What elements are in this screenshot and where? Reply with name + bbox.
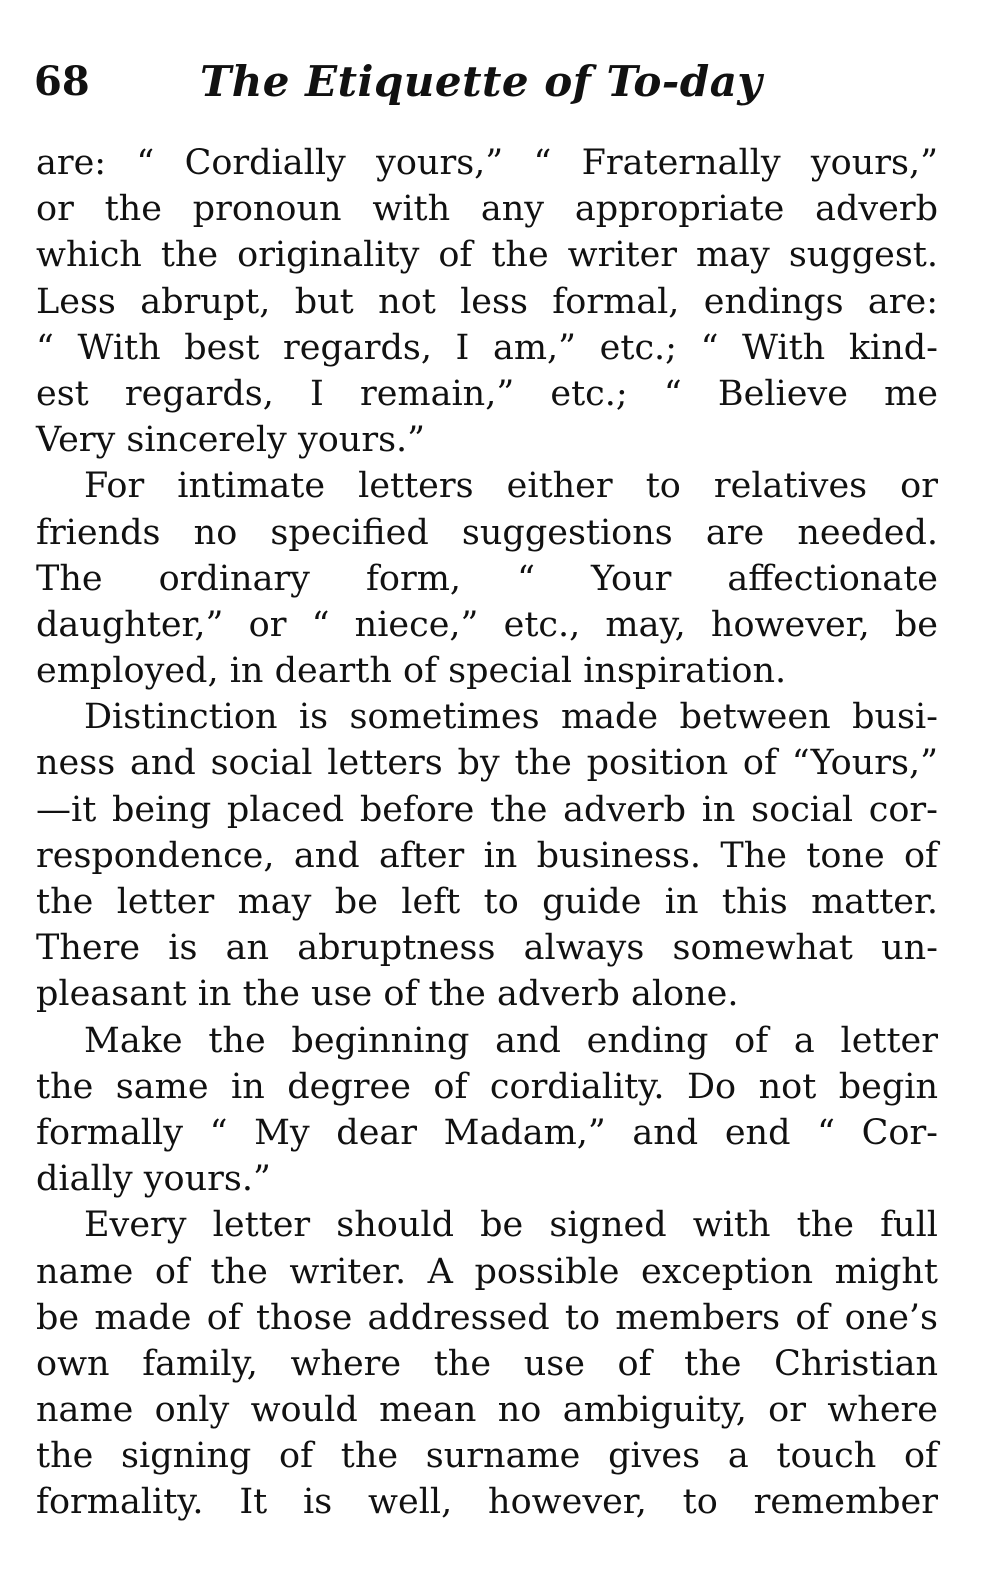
text-line: The ordinary form, “ Your affectionate xyxy=(36,558,938,599)
text-line: For intimate letters either to relatives or xyxy=(84,466,938,507)
text-line: Very sincerely yours.” xyxy=(36,420,426,461)
paragraph xyxy=(36,1202,938,1525)
text-line: be made of those addressed to members of one’s xyxy=(36,1297,938,1338)
page-header xyxy=(34,52,934,112)
text-line: respondence, and after in business. The tone of xyxy=(36,835,938,876)
text-line: own family, where the use of the Christian xyxy=(36,1343,938,1384)
text-line: friends no specified suggestions are needed. xyxy=(36,512,938,553)
text-line: are: “ Cordially yours,” “ Fraternally yours,” xyxy=(36,143,938,183)
text-line: daughter,” or “ niece,” etc., may, however, be xyxy=(36,604,938,645)
text-line: or the pronoun with any appropriate adverb xyxy=(36,189,938,230)
paragraph xyxy=(36,140,938,463)
running-title: The Etiquette of To-day xyxy=(200,57,763,106)
body-text xyxy=(36,140,938,1526)
paragraph xyxy=(36,463,938,694)
text-line: which the originality of the writer may suggest. xyxy=(36,235,938,276)
text-line: name of the writer. A possible exception might xyxy=(36,1251,938,1292)
text-line: ness and social letters by the position of “Yours,” xyxy=(36,743,938,784)
text-line: the signing of the surname gives a touch of xyxy=(36,1436,938,1477)
paragraph xyxy=(36,694,938,1017)
text-line: —it being placed before the adverb in social cor- xyxy=(36,789,938,830)
text-line: Make the beginning and ending of a letter xyxy=(84,1020,938,1061)
text-line: name only would mean no ambiguity, or where xyxy=(36,1390,938,1431)
text-line: Distinction is sometimes made between busi- xyxy=(84,697,938,738)
page-number: 68 xyxy=(34,58,90,105)
text-line: formality. It is well, however, to remember xyxy=(36,1482,938,1523)
text-line: pleasant in the use of the adverb alone. xyxy=(36,974,739,1015)
paragraph xyxy=(36,1018,938,1203)
text-line: employed, in dearth of special inspiration. xyxy=(36,651,787,692)
text-line: “ With best regards, I am,” etc.; “ With kind- xyxy=(36,327,938,368)
text-line: Every letter should be signed with the full xyxy=(84,1205,938,1246)
text-line: formally “ My dear Madam,” and end “ Cor- xyxy=(36,1112,938,1153)
text-line: dially yours.” xyxy=(36,1159,271,1200)
text-line: Less abrupt, but not less formal, endings are: xyxy=(36,281,938,322)
text-line: There is an abruptness always somewhat un- xyxy=(36,928,938,969)
text-line: est regards, I remain,” etc.; “ Believe me xyxy=(36,373,938,414)
text-line: the letter may be left to guide in this matter. xyxy=(36,882,938,922)
text-line: the same in degree of cordiality. Do not begin xyxy=(36,1066,938,1107)
